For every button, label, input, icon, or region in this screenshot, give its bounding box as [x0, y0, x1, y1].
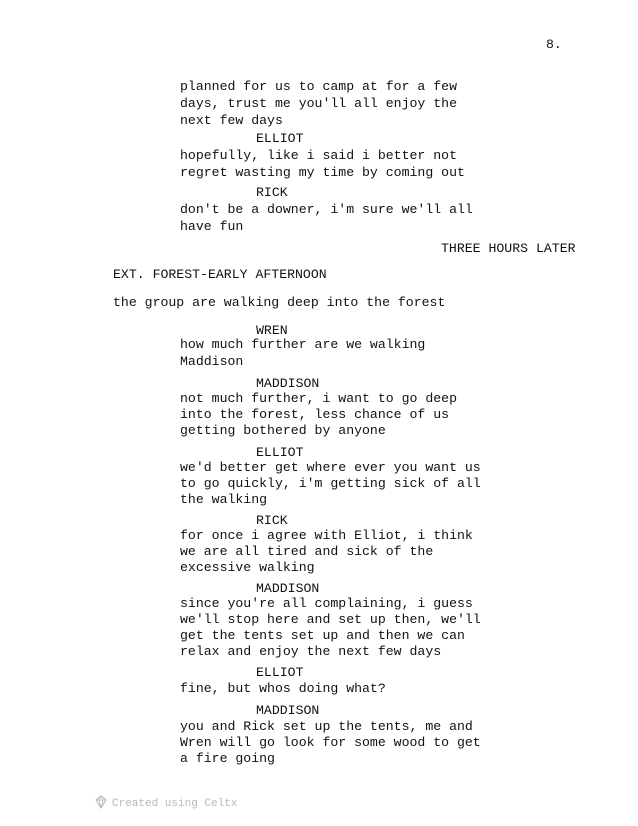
footer-credit [95, 795, 237, 813]
character-name: MADDISON [256, 376, 320, 391]
dialogue-line: Maddison [180, 354, 244, 369]
character-name: ELLIOT [256, 665, 304, 680]
dialogue-line: a fire going [180, 751, 275, 766]
character-name: RICK [256, 513, 288, 528]
dialogue-line: have fun [180, 219, 244, 234]
dialogue-line: we'd better get where ever you want us [180, 460, 481, 475]
dialogue-line: the walking [180, 492, 268, 507]
character-name: MADDISON [256, 581, 320, 596]
dialogue-line: we'll stop here and set up then, we'll [180, 612, 481, 627]
dialogue-line: days, trust me you'll all enjoy the [180, 96, 457, 111]
transition: THREE HOURS LATER [441, 241, 576, 256]
dialogue-line: you and Rick set up the tents, me and [180, 719, 473, 734]
character-name: ELLIOT [256, 445, 304, 460]
action-line: the group are walking deep into the forest [113, 295, 446, 310]
dialogue-line: not much further, i want to go deep [180, 391, 457, 406]
dialogue-line: fine, but whos doing what? [180, 681, 386, 696]
dialogue-line: get the tents set up and then we can [180, 628, 465, 643]
character-name: RICK [256, 185, 288, 200]
celtx-logo-icon [95, 795, 107, 813]
dialogue-line: regret wasting my time by coming out [180, 165, 465, 180]
character-name: MADDISON [256, 703, 320, 718]
dialogue-line: how much further are we walking [180, 337, 426, 352]
dialogue-line: next few days [180, 113, 283, 128]
scene-heading: EXT. FOREST-EARLY AFTERNOON [113, 267, 327, 282]
page-number: 8. [546, 37, 562, 52]
character-name: ELLIOT [256, 131, 304, 146]
dialogue-line: for once i agree with Elliot, i think [180, 528, 473, 543]
dialogue-line: into the forest, less chance of us [180, 407, 450, 422]
dialogue-line: Wren will go look for some wood to get [180, 735, 481, 750]
dialogue-line: hopefully, like i said i better not [180, 148, 457, 163]
dialogue-line: we are all tired and sick of the [180, 544, 434, 559]
dialogue-line: relax and enjoy the next few days [180, 644, 442, 659]
dialogue-line: excessive walking [180, 560, 315, 575]
dialogue-line: planned for us to camp at for a few [180, 79, 457, 94]
footer-text: Created using Celtx [112, 798, 238, 810]
dialogue-line: getting bothered by anyone [180, 423, 386, 438]
character-name: WREN [256, 323, 288, 338]
dialogue-line: don't be a downer, i'm sure we'll all [180, 202, 473, 217]
dialogue-line: to go quickly, i'm getting sick of all [180, 476, 481, 491]
dialogue-line: since you're all complaining, i guess [180, 596, 473, 611]
